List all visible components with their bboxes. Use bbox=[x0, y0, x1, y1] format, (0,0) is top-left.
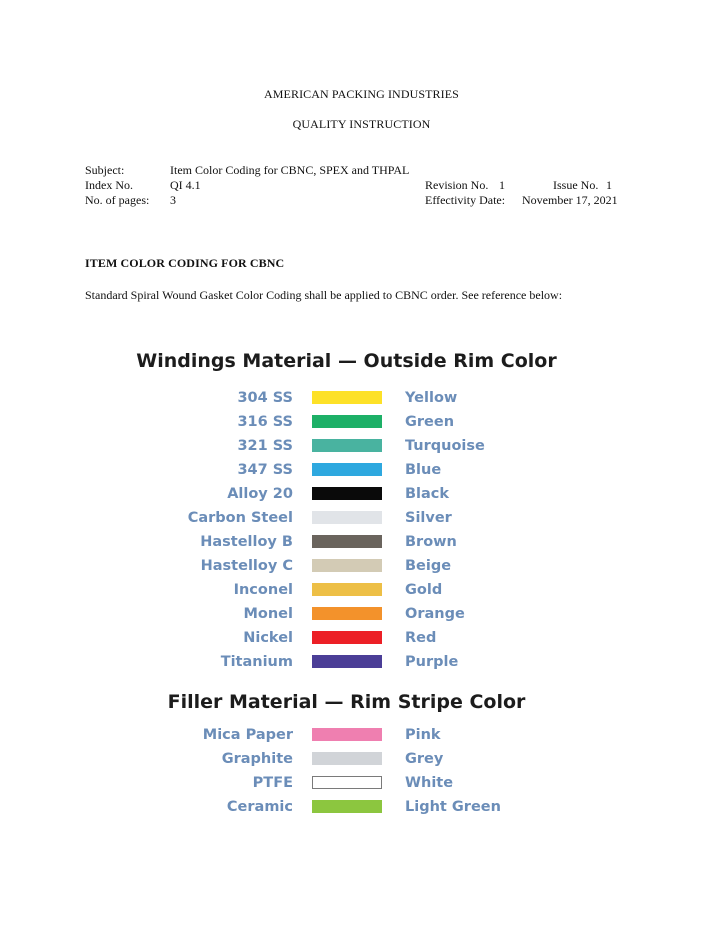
color-name: Yellow bbox=[405, 390, 458, 406]
color-swatch bbox=[312, 415, 382, 428]
subject-label: Subject: bbox=[85, 163, 125, 177]
color-row bbox=[0, 749, 723, 769]
color-swatch bbox=[312, 655, 382, 668]
color-swatch bbox=[312, 559, 382, 572]
color-swatch bbox=[312, 631, 382, 644]
subject-value: Item Color Coding for CBNC, SPEX and THPAL bbox=[170, 163, 410, 177]
issue-value: 1 bbox=[606, 178, 612, 192]
color-swatch bbox=[312, 487, 382, 500]
company-name: AMERICAN PACKING INDUSTRIES bbox=[264, 87, 459, 101]
color-swatch bbox=[312, 752, 382, 765]
filler-title: Filler Material — Rim Stripe Color bbox=[167, 691, 526, 713]
material-name: Graphite bbox=[221, 751, 293, 767]
color-name: Purple bbox=[405, 654, 459, 670]
issue-label: Issue No. bbox=[553, 178, 599, 192]
color-row bbox=[0, 436, 723, 456]
color-row bbox=[0, 508, 723, 528]
color-name: Light Green bbox=[405, 799, 501, 815]
material-name: 347 SS bbox=[237, 462, 293, 478]
color-swatch bbox=[312, 776, 382, 789]
color-swatch bbox=[312, 439, 382, 452]
color-swatch bbox=[312, 800, 382, 813]
revision-label: Revision No. bbox=[425, 178, 489, 192]
material-name: Carbon Steel bbox=[187, 510, 293, 526]
color-swatch bbox=[312, 463, 382, 476]
material-name: PTFE bbox=[252, 775, 293, 791]
material-name: Hastelloy B bbox=[200, 534, 293, 550]
material-name: Hastelloy C bbox=[200, 558, 293, 574]
color-row bbox=[0, 460, 723, 480]
color-swatch bbox=[312, 728, 382, 741]
effectivity-value: November 17, 2021 bbox=[522, 193, 618, 207]
color-name: Pink bbox=[405, 727, 441, 743]
color-name: Beige bbox=[405, 558, 452, 574]
material-name: Ceramic bbox=[226, 799, 293, 815]
color-row bbox=[0, 773, 723, 793]
color-row bbox=[0, 580, 723, 600]
material-name: Titanium bbox=[220, 654, 293, 670]
color-row bbox=[0, 797, 723, 817]
color-name: Turquoise bbox=[405, 438, 485, 454]
color-row bbox=[0, 484, 723, 504]
color-row bbox=[0, 628, 723, 648]
color-name: Green bbox=[405, 414, 455, 430]
material-name: Monel bbox=[243, 606, 293, 622]
color-name: Blue bbox=[405, 462, 442, 478]
revision-value: 1 bbox=[499, 178, 505, 192]
color-name: Brown bbox=[405, 534, 457, 550]
color-row bbox=[0, 388, 723, 408]
color-swatch bbox=[312, 535, 382, 548]
pages-value: 3 bbox=[170, 193, 176, 207]
color-row bbox=[0, 412, 723, 432]
document-type: QUALITY INSTRUCTION bbox=[292, 117, 431, 131]
material-name: Mica Paper bbox=[202, 727, 293, 743]
pages-label: No. of pages: bbox=[85, 193, 150, 207]
index-label: Index No. bbox=[85, 178, 133, 192]
material-name: 316 SS bbox=[237, 414, 293, 430]
effectivity-label: Effectivity Date: bbox=[425, 193, 506, 207]
color-row bbox=[0, 652, 723, 672]
section-heading: ITEM COLOR CODING FOR CBNC bbox=[85, 256, 285, 270]
color-swatch bbox=[312, 583, 382, 596]
color-row bbox=[0, 532, 723, 552]
color-row bbox=[0, 725, 723, 745]
index-value: QI 4.1 bbox=[170, 178, 201, 192]
material-name: Alloy 20 bbox=[227, 486, 293, 502]
material-name: 321 SS bbox=[237, 438, 293, 454]
material-name: Inconel bbox=[233, 582, 293, 598]
material-name: 304 SS bbox=[237, 390, 293, 406]
material-name: Nickel bbox=[243, 630, 293, 646]
windings-title: Windings Material — Outside Rim Color bbox=[136, 350, 557, 372]
color-name: Silver bbox=[405, 510, 452, 526]
color-swatch bbox=[312, 391, 382, 404]
color-name: Gold bbox=[405, 582, 443, 598]
color-swatch bbox=[312, 511, 382, 524]
color-name: Black bbox=[405, 486, 450, 502]
color-name: Orange bbox=[405, 606, 465, 622]
intro-paragraph: Standard Spiral Wound Gasket Color Coding shall be applied to CBNC order. See reference below: bbox=[85, 288, 563, 302]
color-row bbox=[0, 556, 723, 576]
color-swatch bbox=[312, 607, 382, 620]
color-row bbox=[0, 604, 723, 624]
color-name: Red bbox=[405, 630, 437, 646]
color-name: White bbox=[405, 775, 454, 791]
color-name: Grey bbox=[405, 751, 444, 767]
